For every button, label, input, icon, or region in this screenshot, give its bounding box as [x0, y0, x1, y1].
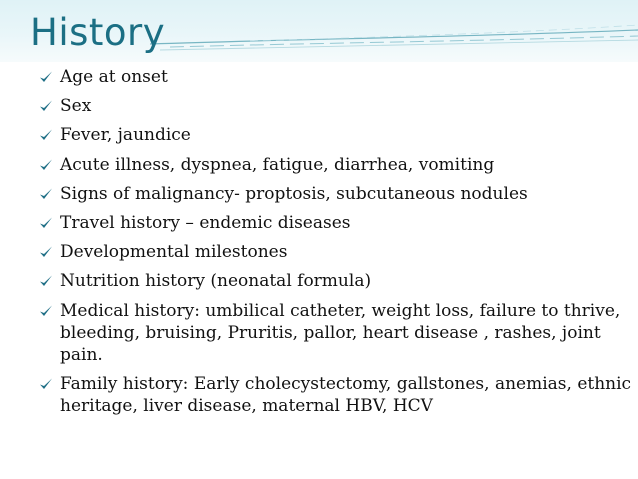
bullet-item	[36, 373, 636, 417]
bullet-text: Travel history – endemic diseases	[60, 212, 351, 233]
checkmark-icon	[39, 70, 53, 84]
bullet-list	[36, 66, 636, 424]
bullet-text: Medical history: umbilical catheter, weight loss, failure to thrive, bleeding, bruising, Pruritis, pallor, heart disease , rashes, joint pain.	[60, 300, 621, 365]
bullet-text: Acute illness, dyspnea, fatigue, diarrhea, vomiting	[60, 154, 495, 175]
bullet-item	[36, 66, 636, 88]
checkmark-icon	[39, 99, 53, 113]
checkmark-icon	[39, 187, 53, 201]
bullet-item	[36, 270, 636, 292]
bullet-text: Nutrition history (neonatal formula)	[60, 271, 372, 292]
bullet-item	[36, 95, 636, 117]
bullet-item	[36, 212, 636, 234]
bullet-item	[36, 124, 636, 146]
checkmark-icon	[39, 216, 53, 230]
bullet-text: Signs of malignancy- proptosis, subcutaneous nodules	[60, 183, 528, 204]
checkmark-icon	[39, 158, 53, 172]
bullet-item	[36, 300, 636, 366]
bullet-item	[36, 154, 636, 176]
bullet-text: Sex	[60, 96, 92, 117]
checkmark-icon	[39, 377, 53, 391]
checkmark-icon	[39, 274, 53, 288]
checkmark-icon	[39, 245, 53, 259]
checkmark-icon	[39, 128, 53, 142]
bullet-text: Developmental milestones	[60, 242, 288, 263]
checkmark-icon	[39, 304, 53, 318]
bullet-text: Age at onset	[60, 67, 168, 87]
bullet-text: Fever, jaundice	[60, 125, 191, 146]
bullet-item	[36, 183, 636, 205]
bullet-item	[36, 241, 636, 263]
slide-title: History	[30, 11, 166, 54]
bullet-text: Family history: Early cholecystectomy, gallstones, anemias, ethnic heritage, liver disease, maternal HBV, HCV	[60, 373, 632, 416]
